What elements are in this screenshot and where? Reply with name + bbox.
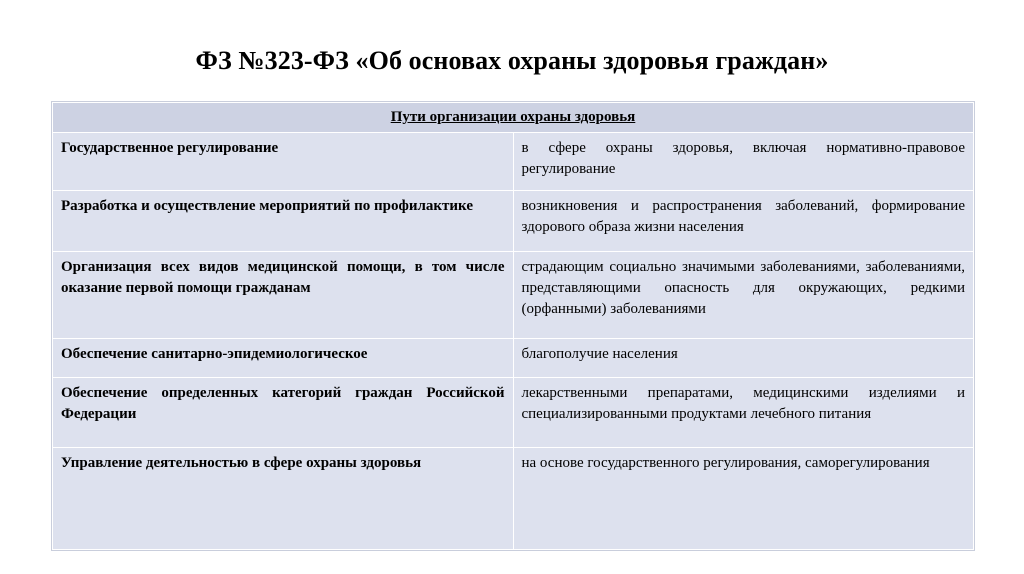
table-row (53, 133, 974, 191)
row-description: страдающим социально значимыми заболеваниями, заболеваниями, представляющими опасность для окружающих, редкими (орфанными) заболеваниями (513, 252, 974, 339)
row-description: в сфере охраны здоровья, включая нормативно-правовое регулирование (513, 133, 974, 191)
slide-title: ФЗ №323-ФЗ «Об основах охраны здоровья граждан» (195, 46, 829, 75)
table (52, 102, 974, 550)
row-label: Государственное регулирование (53, 133, 514, 191)
table-row (53, 339, 974, 378)
organization-table (51, 101, 975, 551)
row-description: на основе государственного регулирования, саморегулирования (513, 448, 974, 550)
table-row (53, 448, 974, 550)
table-header-row (53, 103, 974, 133)
row-label: Управление деятельностью в сфере охраны здоровья (53, 448, 514, 550)
row-label: Обеспечение санитарно-эпидемиологическое (53, 339, 514, 378)
table-row (53, 378, 974, 448)
table-header: Пути организации охраны здоровья (53, 103, 974, 133)
row-label: Организация всех видов медицинской помощи, в том числе оказание первой помощи гражданам (53, 252, 514, 339)
row-description: благополучие населения (513, 339, 974, 378)
row-label: Разработка и осуществление мероприятий по профилактике (53, 191, 514, 252)
table-row (53, 191, 974, 252)
row-label: Обеспечение определенных категорий граждан Российской Федерации (53, 378, 514, 448)
table-row (53, 252, 974, 339)
row-description: лекарственными препаратами, медицинскими изделиями и специализированными продуктами лечебного питания (513, 378, 974, 448)
row-description: возникновения и распространения заболеваний, формирование здорового образа жизни населения (513, 191, 974, 252)
